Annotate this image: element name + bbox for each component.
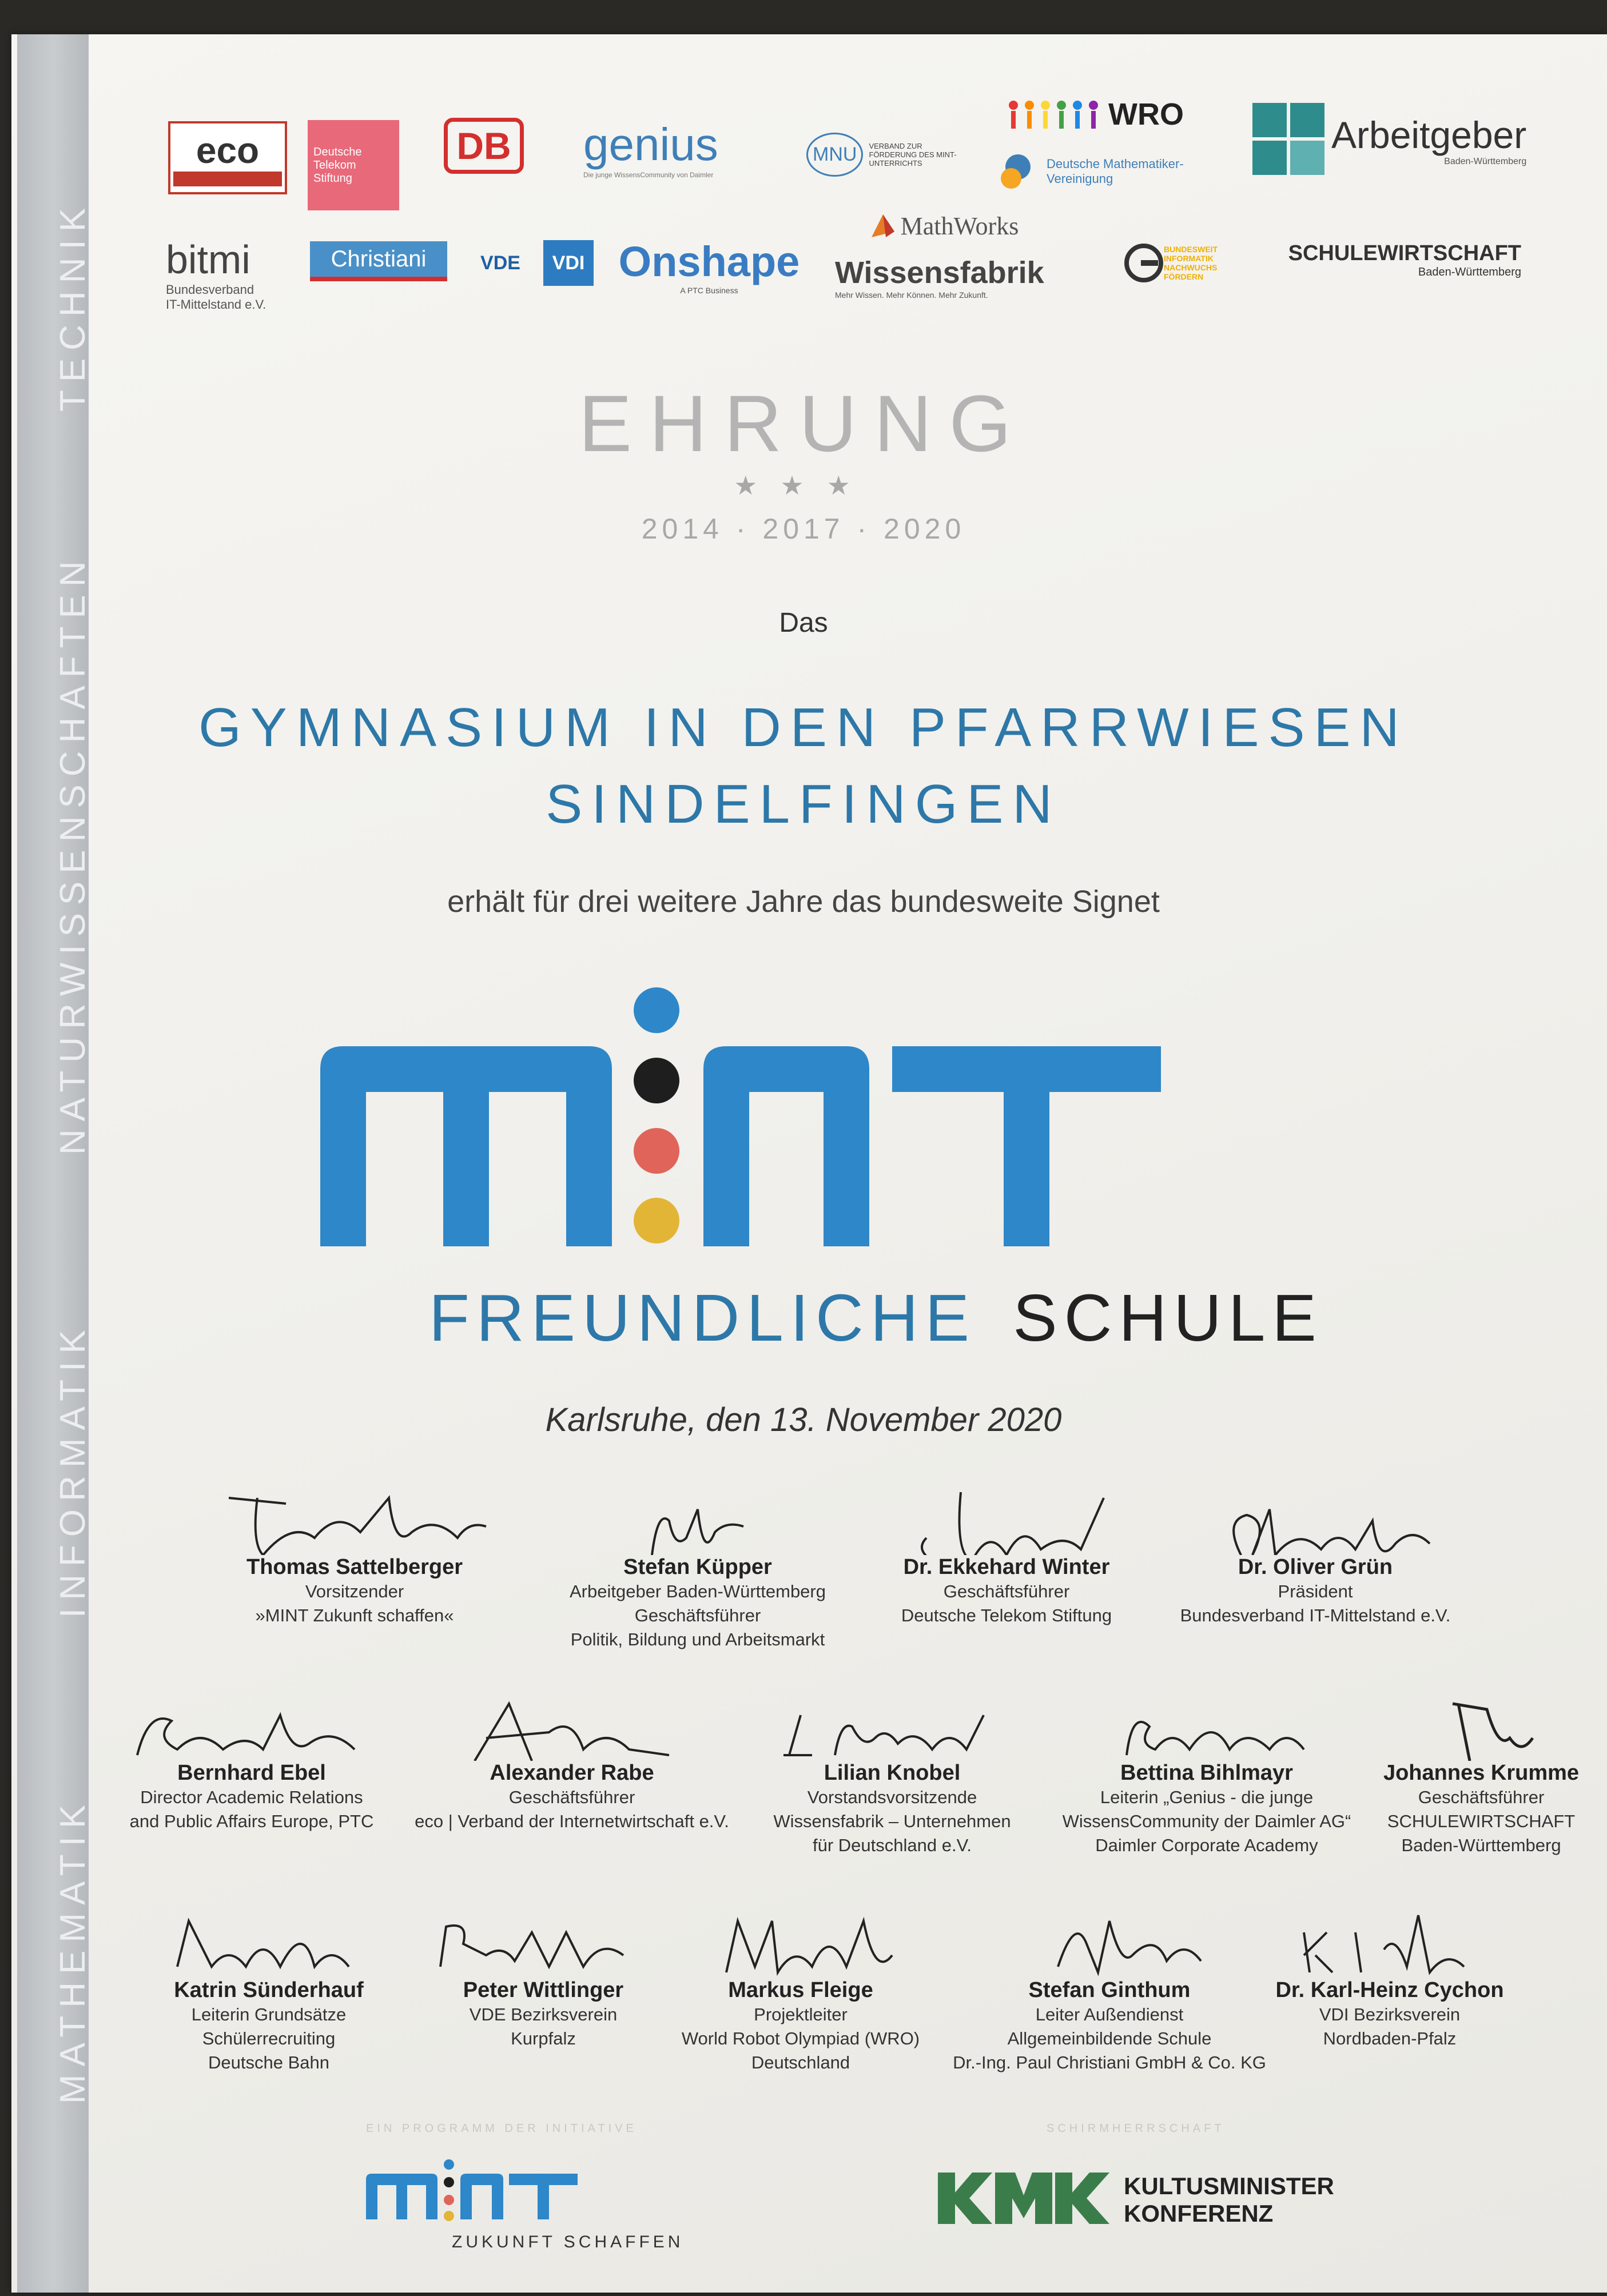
signatory-winter: Dr. Ekkehard Winter Geschäftsführer Deutsche Telekom Stiftung: [875, 1486, 1138, 1628]
sidebar-word-mathematik: MATHEMATIK: [53, 1796, 93, 2104]
signature-scribble: [406, 1910, 681, 1978]
wro-logo: WRO: [995, 91, 1195, 137]
school-name: GYMNASIUM IN DEN PFARRWIESEN: [198, 697, 1409, 758]
signatory-kuepper: Stefan Küpper Arbeitgeber Baden-Württemberg Geschäftsführer Politik, Bildung und Arbeitsmarkt: [549, 1486, 846, 1652]
signature-scribble: [217, 1486, 492, 1555]
mathworks-logo: MathWorks: [841, 206, 1047, 246]
telekom-stiftung-logo: Deutsche Telekom Stiftung: [308, 120, 399, 210]
mint-dot-black: [634, 1058, 679, 1103]
vdi-logo: VDI: [543, 240, 594, 286]
eco-logo: eco: [168, 121, 287, 194]
schulewirtschaft-logo: SCHULEWIRTSCHAFT Baden-Württemberg: [1288, 241, 1521, 278]
small-mint-dot-black: [444, 2177, 454, 2187]
kmk-m-icon: [995, 2173, 1052, 2224]
signature-scribble: [1155, 1486, 1475, 1555]
mint-letter-n: [703, 1046, 869, 1246]
genius-logo: genius Die junge WissensCommunity von Daimler: [583, 119, 718, 179]
mnu-logo: MNU VERBAND ZUR FÖRDERUNG DES MINT-UNTERRICHTS: [806, 114, 966, 194]
signatory-bihlmayr: Bettina Bihlmayr Leiterin „Genius - die junge WissensCommunity der Daimler AG“ Daimler Corporate Academy: [1041, 1692, 1373, 1857]
mint-dot-red: [634, 1128, 679, 1174]
signature-scribble: [1258, 1910, 1521, 1978]
place-and-date: Karlsruhe, den 13. November 2020: [545, 1401, 1062, 1438]
footer-program-note: EIN PROGRAMM DER INITIATIVE: [366, 2122, 637, 2135]
mint-zukunft-subtitle: ZUKUNFT SCHAFFEN: [452, 2233, 684, 2251]
vde-logo: VDE: [480, 252, 520, 274]
sidebar-word-technik: TECHNIK: [53, 200, 93, 412]
small-mint-dot-red: [444, 2195, 454, 2205]
signature-scribble: [132, 1910, 406, 1978]
award-years: 2014 · 2017 · 2020: [641, 513, 966, 545]
footer-partner-note: SCHIRMHERRSCHAFT: [1047, 2122, 1225, 2135]
mint-signet: [315, 983, 1172, 1258]
sidebar-word-informatik: INFORMATIK: [53, 1322, 93, 1618]
db-logo: DB: [444, 118, 524, 174]
certificate-title: EHRUNG: [578, 378, 1029, 468]
signature-scribble: [658, 1910, 944, 1978]
small-mint-letter-m: [366, 2174, 437, 2219]
signature-scribble: [400, 1692, 743, 1761]
bwinf-logo: BUNDESWEIT INFORMATIK NACHWUCHS FÖRDERN: [1115, 229, 1241, 297]
signatory-sattelberger: Thomas Sattelberger Vorsitzender »MINT Zukunft schaffen«: [217, 1486, 492, 1628]
mint-dot-blue: [634, 987, 679, 1033]
signatory-ginthum: Stefan Ginthum Leiter Außendienst Allgemeinbildende Schule Dr.-Ing. Paul Christiani GmbH & Co. KG: [926, 1910, 1292, 2075]
mint-letter-t: [892, 1046, 1161, 1246]
signature-scribble: [755, 1692, 1029, 1761]
signature-scribble: [926, 1910, 1292, 1978]
christiani-logo: Christiani: [310, 241, 447, 281]
sidebar-word-naturwissenschaften: NATURWISSENSCHAFTEN: [53, 553, 93, 1155]
signature-scribble: [103, 1692, 400, 1761]
signatory-cychon: Dr. Karl-Heinz Cychon VDI Bezirksverein Nordbaden-Pfalz: [1258, 1910, 1521, 2051]
mint-letter-m: [320, 1046, 612, 1246]
school-city: SINDELFINGEN: [546, 774, 1061, 835]
signatory-ebel: Bernhard Ebel Director Academic Relations and Public Affairs Europe, PTC: [103, 1692, 400, 1833]
sponsor-logos: [166, 91, 1538, 332]
signatory-knobel: Lilian Knobel Vorstandsvorsitzende Wissensfabrik – Unternehmen für Deutschland e.V.: [755, 1692, 1029, 1857]
kmk-k2-icon: [1055, 2173, 1109, 2224]
signatory-suenderhauf: Katrin Sünderhauf Leiterin Grundsätze Schülerrecruiting Deutsche Bahn: [132, 1910, 406, 2075]
signatory-krumme: Johannes Krumme Geschäftsführer SCHULEWIRTSCHAFT Baden-Württemberg: [1373, 1692, 1590, 1857]
signature-scribble: [549, 1486, 846, 1555]
signatory-rabe: Alexander Rabe Geschäftsführer eco | Verband der Internetwirtschaft e.V.: [400, 1692, 743, 1833]
signet-subtitle: FREUNDLICHE SCHULE: [429, 1281, 1323, 1355]
arbeitgeber-logo: Arbeitgeber Baden-Württemberg: [1252, 97, 1527, 183]
bwinf-emblem-icon: [1124, 237, 1164, 289]
small-mint-dot-blue: [444, 2159, 454, 2170]
signatory-gruen: Dr. Oliver Grün Präsident Bundesverband IT-Mittelstand e.V.: [1155, 1486, 1475, 1628]
award-statement: erhält für drei weitere Jahre das bundesweite Signet: [447, 884, 1160, 919]
signatory-fleige: Markus Fleige Projektleiter World Robot Olympiad (WRO) Deutschland: [658, 1910, 944, 2075]
bitmi-logo: bitmi Bundesverband IT-Mittelstand e.V.: [166, 237, 266, 312]
small-mint-dot-gold: [444, 2211, 454, 2221]
signature-scribble: [875, 1486, 1138, 1555]
title-stars: ★★★: [734, 471, 873, 500]
small-mint-letter-n: [460, 2174, 503, 2219]
arbeitgeber-squares-icon: [1252, 103, 1327, 177]
mint-zukunft-logo: [366, 2157, 595, 2225]
signature-scribble: [1041, 1692, 1373, 1761]
wro-figures-icon: [1007, 97, 1104, 131]
dmv-emblem-icon: [995, 149, 1041, 194]
signature-scribble: [1373, 1692, 1590, 1761]
intro-text: Das: [779, 608, 828, 638]
wissensfabrik-logo: Wissensfabrik Mehr Wissen. Mehr Können. Mehr Zukunft.: [835, 256, 1044, 300]
mathworks-membrane-icon: [869, 212, 897, 240]
kmk-logo-mark: [938, 2173, 1109, 2224]
onshape-logo: Onshape A PTC Business: [618, 237, 800, 295]
kmk-name: KULTUSMINISTER KONFERENZ: [1124, 2173, 1334, 2227]
small-mint-letter-t: [509, 2174, 578, 2219]
dmv-logo: Deutsche Mathematiker-Vereinigung: [995, 143, 1201, 200]
kmk-k1-icon: [938, 2173, 992, 2224]
signatory-wittlinger: Peter Wittlinger VDE Bezirksverein Kurpfalz: [406, 1910, 681, 2051]
mint-dot-gold: [634, 1198, 679, 1243]
